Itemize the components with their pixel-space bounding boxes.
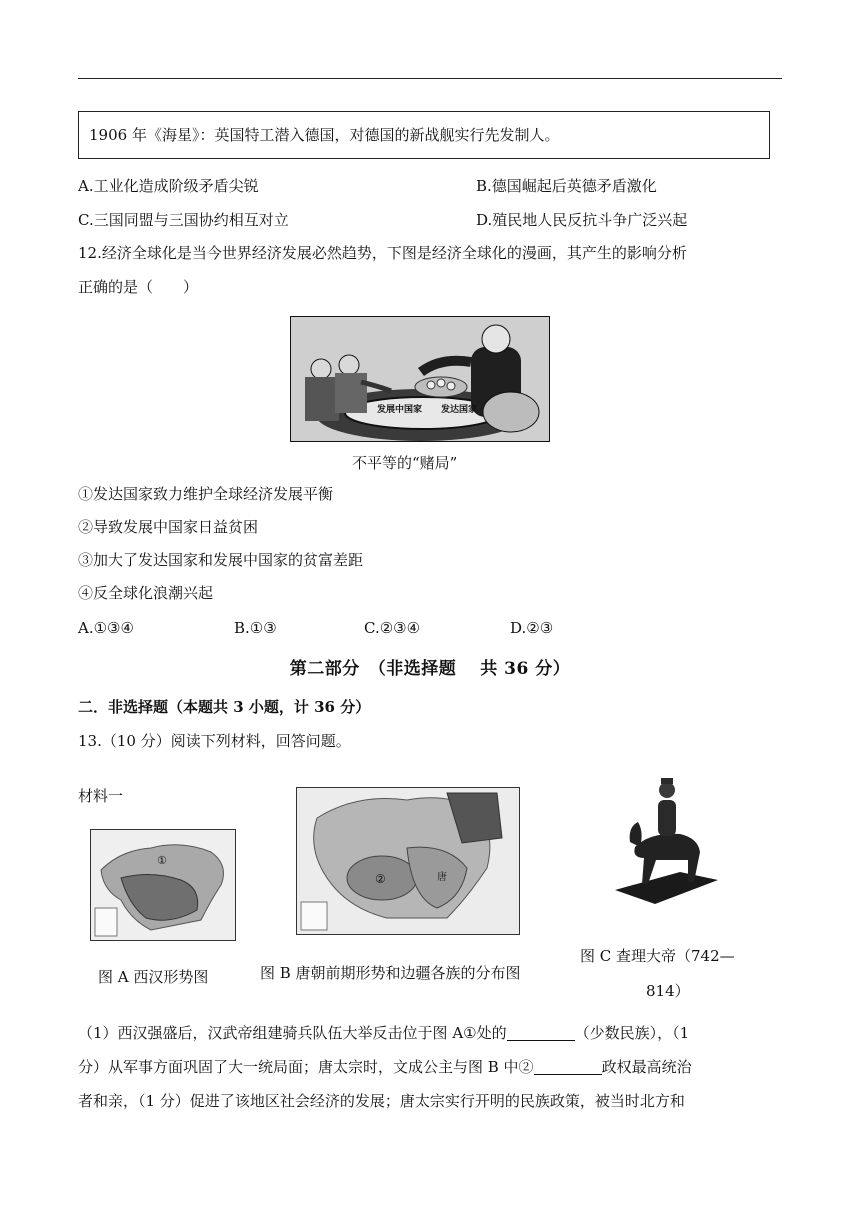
q12-option-d: D.②③ (510, 619, 554, 637)
fig-c-caption-line2: 814） (646, 982, 690, 1000)
map-b-drawing (297, 788, 519, 934)
q11-material-text: 1906 年《海星》：英国特工潜入德国，对德国的新战舰实行先发制人。 (89, 126, 560, 144)
cartoon-drawing (291, 317, 549, 441)
map-b-image (296, 787, 520, 935)
map-a-image (90, 829, 236, 941)
q12-option-b: B.①③ (234, 619, 277, 637)
q11-option-b: B.德国崛起后英德矛盾激化 (476, 177, 657, 195)
cartoon-label-right: 发达国家 (441, 405, 478, 415)
map-a-caption: 图 A 西汉形势图 (98, 968, 209, 986)
q13-line1-text-b: （少数民族），（1 (574, 1024, 690, 1042)
q12-option-a: A.①③④ (78, 619, 134, 637)
q12-stem-line1: 12.经济全球化是当今世界经济发展必然趋势，下图是经济全球化的漫画，其产生的影响分析 (78, 244, 687, 262)
q11-option-c: C.三国同盟与三国协约相互对立 (78, 211, 289, 229)
q12-stem-line2: 正确的是（ ） (78, 278, 199, 296)
fig-c-caption-line1: 图 C 查理大帝（742— (580, 947, 735, 965)
header-rule (78, 78, 782, 79)
q13-part1-line1 (78, 1016, 784, 1050)
statue-drawing (610, 772, 720, 912)
q13-line2-text-a: 分）从军事方面巩固了大一统局面；唐太宗时，文成公主与图 B 中② (78, 1058, 534, 1076)
q11-option-a: A.工业化造成阶级矛盾尖锐 (78, 177, 259, 195)
map-b-marker: ② (375, 872, 386, 886)
q13-part1-line3: 者和亲，（1 分）促进了该地区社会经济的发展；唐太宗实行开明的民族政策，被当时北方和 (78, 1092, 685, 1110)
q12-cartoon-image (290, 316, 550, 442)
q11-option-d: D.殖民地人民反抗斗争广泛兴起 (476, 211, 688, 229)
map-b-caption: 图 B 唐朝前期形势和边疆各族的分布图 (260, 964, 521, 982)
section-heading: 二．非选择题（本题共 3 小题，计 36 分） (78, 698, 371, 716)
map-a-marker: ① (157, 854, 167, 867)
map-b-label: 唐 (437, 872, 447, 883)
q12-option-c: C.②③④ (364, 619, 421, 637)
q12-statement-1: ①发达国家致力维护全球经济发展平衡 (78, 485, 334, 503)
q12-statement-3: ③加大了发达国家和发展中国家的贫富差距 (78, 551, 364, 569)
q13-line1-text-a: （1）西汉强盛后，汉武帝组建骑兵队伍大举反击位于图 A①处的 (78, 1024, 507, 1042)
q13-stem: 13.（10 分）阅读下列材料，回答问题。 (78, 732, 351, 750)
q13-line2-text-b: 政权最高统治 (601, 1058, 692, 1076)
material-label: 材料一 (78, 787, 124, 805)
answer-blank-2[interactable] (534, 1058, 602, 1075)
q12-statement-4: ④反全球化浪潮兴起 (78, 584, 214, 602)
part2-title: 第二部分 （非选择题 共 36 分） (289, 659, 571, 679)
answer-blank-1[interactable] (507, 1024, 575, 1041)
q12-cartoon-caption: 不平等的“赌局” (352, 454, 458, 472)
map-a-drawing (91, 830, 235, 940)
q11-material-box (78, 111, 770, 159)
q13-part1-line2 (78, 1050, 784, 1084)
fig-c-statue-image (610, 772, 720, 912)
cartoon-label-left: 发展中国家 (377, 405, 423, 415)
q12-statement-2: ②导致发展中国家日益贫困 (78, 518, 259, 536)
